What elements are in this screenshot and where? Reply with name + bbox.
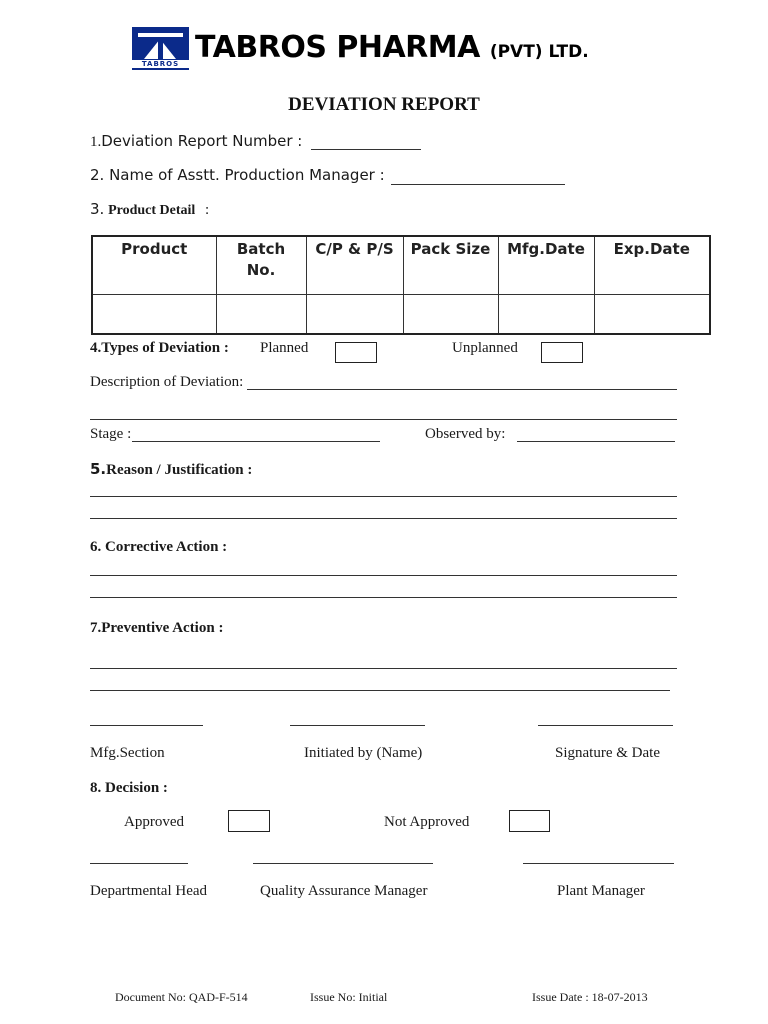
col-batch-no-text: Batch No. [236,240,286,279]
product-detail-colon: : [205,202,210,218]
reason-label [90,460,252,479]
reason-field-line-1[interactable] [90,496,677,497]
document-title: DEVIATION REPORT [288,94,480,115]
col-product: Product [92,236,216,295]
stage-field[interactable] [132,441,380,442]
corrective-field-line-2[interactable] [90,597,677,598]
planned-checkbox[interactable] [335,342,377,363]
qa-manager-signature-line[interactable] [253,863,433,864]
report-number-field[interactable] [311,149,421,150]
col-exp-date: Exp.Date [594,236,710,295]
manager-name-field[interactable] [391,184,565,185]
company-logo-icon [132,27,189,70]
corrective-action-label: 6. Corrective Action : [90,539,228,555]
product-detail-num: 3. [90,200,105,218]
cell-cp-ps[interactable] [306,295,403,335]
company-name [195,30,589,65]
observed-by-field[interactable] [517,441,675,442]
description-label: Description of Deviation: [90,374,244,390]
cell-product[interactable] [92,295,216,335]
reason-text: Reason / Justification : [106,462,253,478]
departmental-head-signature-line[interactable] [90,863,188,864]
initiated-by-signature-line[interactable] [290,725,425,726]
col-mfg-date: Mfg.Date [498,236,594,295]
product-table [91,235,711,335]
issue-number: Issue No: Initial [310,990,388,1004]
approved-label: Approved [124,814,184,830]
cell-batch-no[interactable] [216,295,306,335]
observed-by-label: Observed by: [425,426,506,442]
report-number-label [90,132,302,151]
departmental-head-label: Departmental Head [90,883,208,899]
unplanned-checkbox[interactable] [541,342,583,363]
col-pack-size: Pack Size [403,236,498,295]
not-approved-label: Not Approved [384,814,470,830]
report-number-num: 1. [90,134,102,150]
plant-manager-signature-line[interactable] [523,863,674,864]
cell-pack-size[interactable] [403,295,498,335]
corrective-field-line-1[interactable] [90,575,677,576]
issue-date: Issue Date : 18-07-2013 [532,990,648,1004]
initiated-by-label: Initiated by (Name) [304,745,423,761]
col-cp-ps: C/P & P/S [306,236,403,295]
company-name-text: TABROS PHARMA [195,30,480,65]
decision-label: 8. Decision : [90,780,168,796]
description-field-line-2[interactable] [90,419,677,420]
not-approved-checkbox[interactable] [509,810,550,832]
deviation-types-label: 4.Types of Deviation : [90,340,229,356]
product-detail-text: Product Detail [108,203,196,218]
plant-manager-label: Plant Manager [557,883,645,899]
product-table-header [92,236,710,295]
qa-manager-label: Quality Assurance Manager [260,883,428,899]
cell-mfg-date[interactable] [498,295,594,335]
planned-label: Planned [260,340,309,356]
logo-text: TABROS [132,60,189,68]
preventive-action-label: 7.Preventive Action : [90,620,224,636]
approved-checkbox[interactable] [228,810,270,832]
mfg-section-label: Mfg.Section [90,745,165,761]
preventive-field-line-2[interactable] [90,690,670,691]
unplanned-label: Unplanned [452,340,518,356]
description-field[interactable] [247,389,677,390]
mfg-section-signature-line[interactable] [90,725,203,726]
preventive-field-line-1[interactable] [90,668,677,669]
col-batch-no [216,236,306,295]
signature-date-label: Signature & Date [555,745,660,761]
report-number-text: Deviation Report Number : [101,132,303,150]
signature-date-line[interactable] [538,725,673,726]
document-number: Document No: QAD-F-514 [115,990,248,1004]
reason-num: 5. [90,460,107,478]
table-row [92,295,710,335]
product-detail-label [90,200,209,219]
stage-label: Stage : [90,426,132,442]
cell-exp-date[interactable] [594,295,710,335]
company-suffix: (PVT) LTD. [489,42,589,62]
manager-name-label: 2. Name of Asstt. Production Manager : [90,166,385,184]
reason-field-line-2[interactable] [90,518,677,519]
